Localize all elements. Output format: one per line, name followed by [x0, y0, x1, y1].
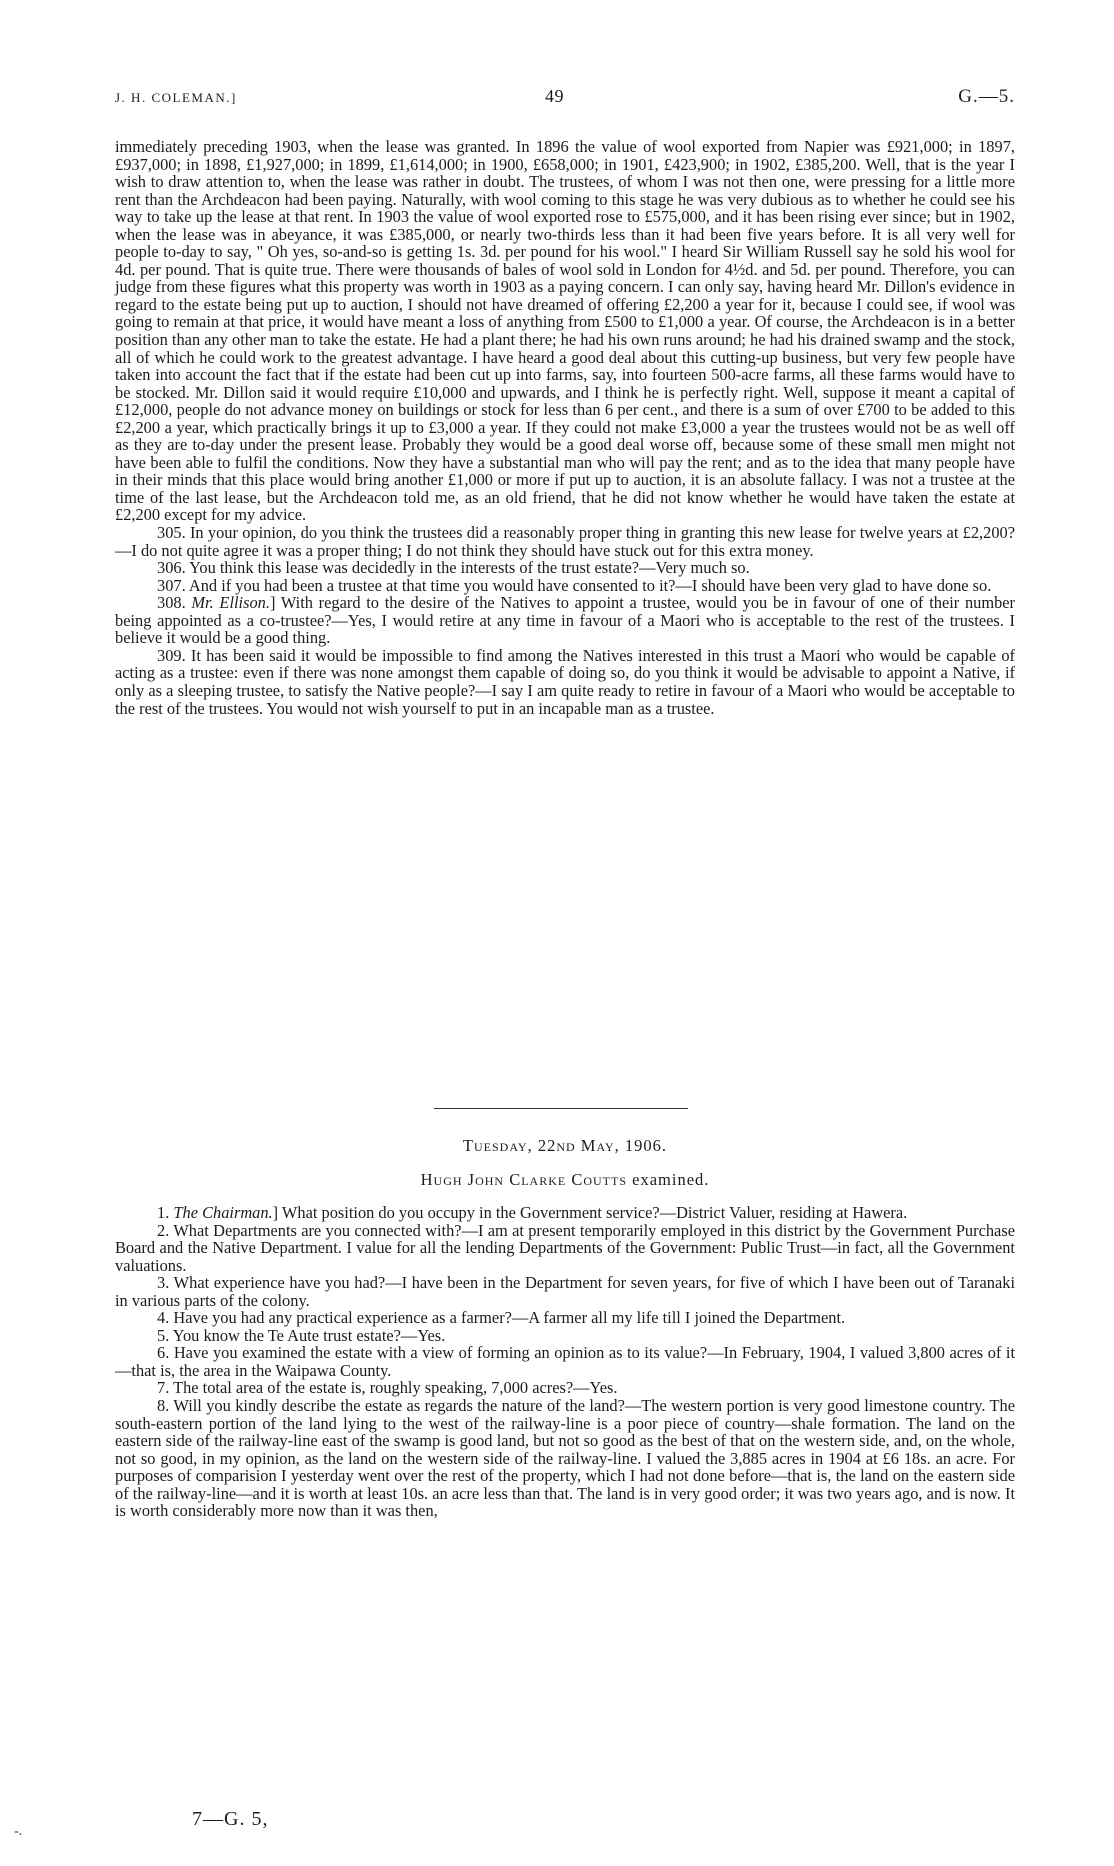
- question-3: 3. What experience have you had?—I have been in the Department for seven years, for five of which I have been out of Taranaki in various parts of the colony.: [115, 1273, 1015, 1310]
- witness-suffix: examined.: [627, 1170, 710, 1189]
- question-8: 8. Will you kindly describe the estate as regards the nature of the land?—The western portion is very good limestone country. The south-eastern portion of the land lying to the west of the railway-line is a poor piece of country—shale formation. The land on the eastern side of the railway-line east of the swamp is good land, but not so good as the best of that on the western side, and, on the whole, not so good, in my opinion, as the land on the western side of the railway-line. I valued the 3,885 acres in 1904 at £6 18s. an acre. For purposes of comparision I yesterday went over the rest of the property, which I had not done before—that is, the land on the eastern side of the railway-line—and it is worth at least 10s. an acre less than that. The land is in very good order; it was two years ago, and is now. It is worth considerably more now than it was then,: [115, 1396, 1015, 1521]
- witness-name: Hugh John Clarke Coutts: [420, 1170, 627, 1189]
- question-text: ] What position do you occupy in the Government service?—District Valuer, residing at Hawera.: [272, 1203, 908, 1222]
- question-1: [115, 1204, 1015, 1222]
- question-number: 1.: [157, 1203, 174, 1222]
- session-date: Tuesday, 22nd May, 1906.: [462, 1136, 668, 1155]
- page-number: 49: [545, 86, 564, 106]
- paper-reference: G.—5.: [958, 86, 1015, 107]
- continued-answer: immediately preceding 1903, when the lease was granted. In 1896 the value of wool exported from Napier was £921,000; in 1897, £937,000; in 1898, £1,927,000; in 1899, £1,614,000; in 1900, £658,000; in 1901, £423,900; in 1902, £385,200. Well, that is the year I wish to draw attention to, when the lease was rather in doubt. The trustees, of whom I was not then one, were pressing for a little more rent than the Archdeacon had been paying. Naturally, with wool coming to this stage he was very dubious as to whether he could see his way to take up the lease at that rent. In 1903 the value of wool exported rose to £575,000, and it has been rising ever since; but in 1902, when the lease was in abeyance, it was £385,000, or nearly two-thirds less than it had been five years before. It is all very well for people to-day to say, " Oh yes, so-and-so is getting 1s. 3d. per pound for his wool." I heard Sir William Russell say he sold his wool for 4d. per pound. That is quite true. There were thousands of bales of wool sold in London for 4½d. and 5d. per pound. Therefore, you can judge from these figures what this property was worth in 1903 as a paying concern. I can only say, having heard Mr. Dillon's evidence in regard to the estate being put up to auction, I should not have dreamed of offering £2,200 a year for it, because I could see, if wool was going to remain at that price, it would have meant a loss of anything from £500 to £1,000 a year. Of course, the Archdeacon is in a better position than any other man to take the estate. He had a plant there; he had his own runs around; he had his drained swamp and the stock, all of which he could work to the greatest advantage. I have heard a good deal about this cutting-up business, but very few people have taken into account the fact that if the estate had been cut up into farms, say, into fourteen 500-acre farms, all these farms would have to be stocked. Mr. Dillon said it would require £10,000 and upwards, and I think he is perfectly right. Well, suppose it meant a capital of £12,000, people do not advance money on buildings or stock for less than 6 per cent., and there is a sum of over £700 to be added to this £2,200 a year, which practically brings it up to £3,000 a year. If they could not make £3,000 a year the trustees would not be as well off as they are to-day under the present lease. Probably they would be a good deal worse off, because some of these small men might not have been able to fulfil the conditions. Now they have a substantial man who will pay the rent; and as to the idea that many people have in their minds that this place would bring another £1,000 or more if put up to auction, it is an absolute fallacy. I was not a trustee at the time of the last lease, but the Archdeacon told me, as an old friend, that he did not know whether he would have taken the estate at £2,200 except for my advice.: [115, 137, 1015, 525]
- examination-text: [115, 1204, 1015, 1520]
- section-divider: [434, 1108, 688, 1109]
- header-witness-name: J. H. COLEMAN.]: [115, 90, 237, 105]
- question-2: 2. What Departments are you connected with?—I am at present temporarily employed in this district by the Government Purchase Board and the Native Department. I value for all the lending Departments of the Government: Public Trust—in fact, all the Government valuations.: [115, 1220, 1015, 1275]
- question-4: 4. Have you had any practical experience as a farmer?—A farmer all my life till I joined the Department.: [157, 1308, 846, 1328]
- question-6: 6. Have you examined the estate with a view of forming an opinion as to its value?—In February, 1904, I valued 3,800 acres of it—that is, the area in the Waipawa County.: [115, 1343, 1015, 1380]
- question-306: 306. You think this lease was decidedly in the interests of the trust estate?—Very much so.: [157, 558, 750, 578]
- question-307: 307. And if you had been a trustee at that time you would have consented to it?—I should have been very glad to have done so.: [157, 575, 992, 595]
- witness-heading: [115, 1170, 1015, 1190]
- question-text: ] With regard to the desire of the Natives to appoint a trustee, would you be in favour of one of their number being appointed as a co-trustee?—Yes, I would retire at any time in favour of a Maori who is acceptable to the rest of the trustees. I believe it would be a good thing.: [115, 593, 1016, 648]
- margin-mark: -.: [14, 1824, 23, 1839]
- question-305: 305. In your opinion, do you think the trustees did a reasonably proper thing in granting this new lease for twelve years at £2,200?—I do not quite agree it was a proper thing; I do not think they should have stuck out for this extra money.: [115, 523, 1015, 560]
- signature-mark: 7—G. 5,: [192, 1808, 269, 1830]
- question-308: [115, 594, 1015, 647]
- question-309: 309. It has been said it would be impossible to find among the Natives interested in this trust a Maori who would be capable of acting as a trustee: even if there was none amongst them capable of doing so, do you think it would be advisable to appoint a Native, if only as a sleeping trustee, to satisfy the Native people?—I say I am quite ready to retire in favour of a Maori who would be acceptable to the rest of the trustees. You would not wish yourself to put in an incapable man as a trustee.: [115, 645, 1015, 718]
- question-number: 308.: [157, 593, 192, 613]
- evidence-body: [115, 138, 1015, 717]
- speaker-name: The Chairman.: [173, 1203, 273, 1222]
- question-5: 5. You know the Te Aute trust estate?—Yes.: [157, 1325, 446, 1345]
- question-7: 7. The total area of the estate is, roughly speaking, 7,000 acres?—Yes.: [157, 1378, 618, 1398]
- new-witness-section: [115, 1136, 1015, 1520]
- speaker-name: Mr. Ellison.: [191, 593, 270, 613]
- running-head: [115, 86, 1015, 110]
